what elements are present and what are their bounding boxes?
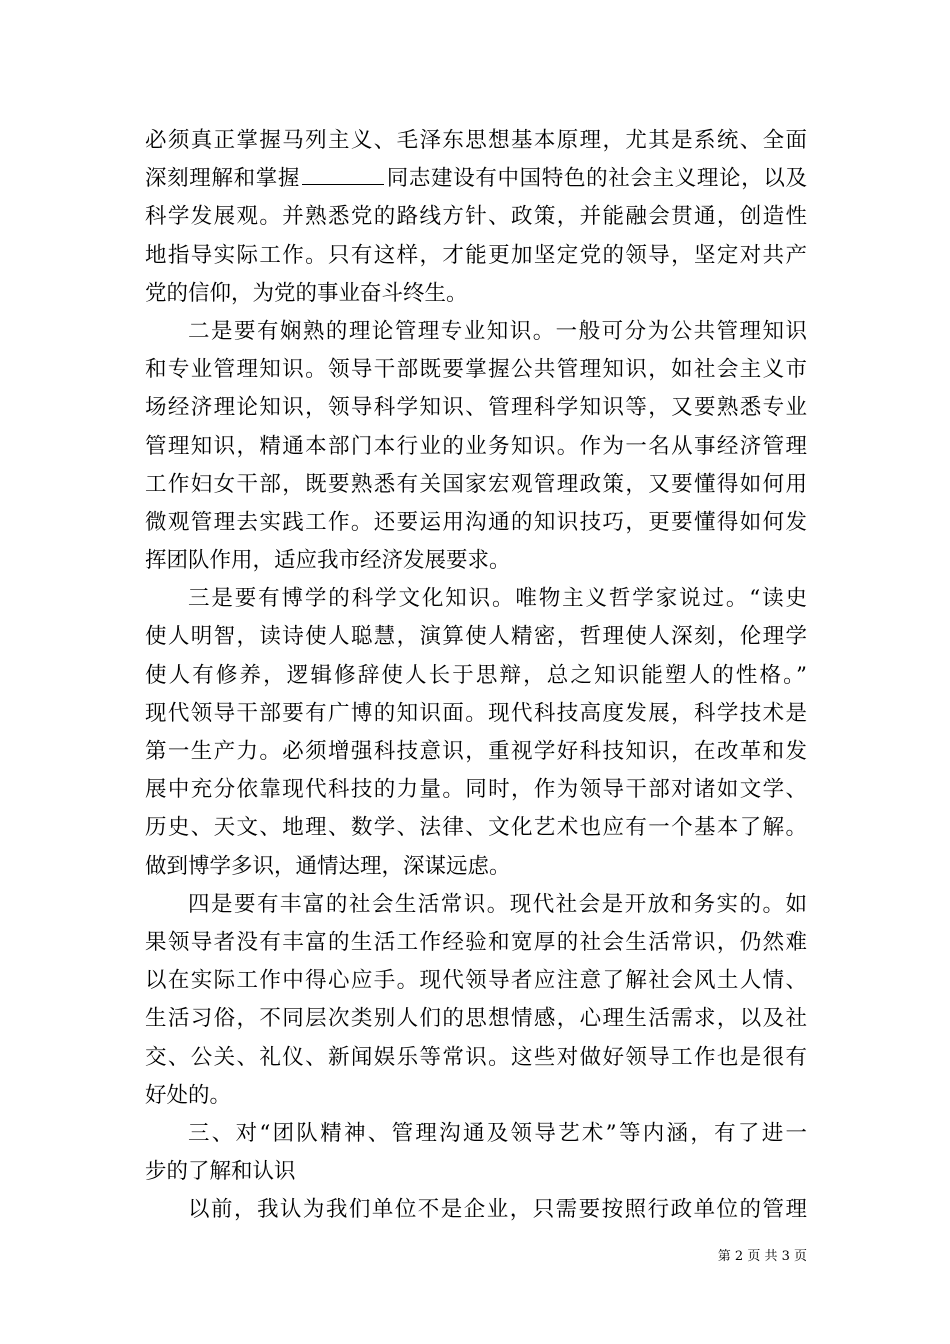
text-line: 以前，我认为我们单位不是企业，只需要按照行政单位的管理 — [188, 1197, 807, 1223]
text-line: 四是要有丰富的社会生活常识。现代社会是开放和务实的。如 — [188, 891, 807, 917]
text-line: 第一生产力。必须增强科技意识，重视学好科技知识，在改革和发 — [145, 739, 807, 764]
text-fragment: 深刻理解和掌握 — [145, 166, 301, 192]
text-line: 科学发展观。并熟悉党的路线方针、政策，并能融会贯通，创造性 — [145, 204, 807, 230]
text-line: 以在实际工作中得心应手。现代领导者应注意了解社会风土人情、 — [145, 968, 807, 994]
text-line: 历史、天文、地理、数学、法律、文化艺术也应有一个基本了解。 — [145, 815, 807, 841]
paragraph-4 — [145, 886, 807, 1115]
text-line: 党的信仰，为党的事业奋斗终生。 — [145, 280, 468, 306]
text-fragment: 同志建设有中国特色的社会主义理论，以及 — [386, 166, 807, 192]
paragraph-5-section-heading — [145, 1115, 807, 1191]
text-line: 地指导实际工作。只有这样，才能更加坚定党的领导，坚定对共产 — [145, 242, 807, 268]
text-line: 三是要有博学的科学文化知识。唯物主义哲学家说过。“读史 — [188, 586, 807, 612]
text-line: 交、公关、礼仪、新闻娱乐等常识。这些对做好领导工作也是很有 — [145, 1044, 807, 1070]
text-line: 生活习俗，不同层次类别人们的思想情感，心理生活需求，以及社 — [145, 1006, 807, 1032]
text-line: 场经济理论知识，领导科学知识、管理科学知识等，又要熟悉专业 — [145, 395, 807, 421]
text-line: 二是要有娴熟的理论管理专业知识。一般可分为公共管理知识 — [188, 318, 807, 344]
paragraph-3 — [145, 580, 807, 886]
paragraph-1 — [145, 122, 807, 313]
text-line: 管理知识，精通本部门本行业的业务知识。作为一名从事经济管理 — [145, 433, 807, 459]
paragraph-6 — [145, 1191, 807, 1229]
paragraph-2 — [145, 313, 807, 580]
text-line: 三、对“团队精神、管理沟通及领导艺术”等内涵，有了进一 — [188, 1120, 807, 1146]
text-line: 使人有修养，逻辑修辞使人长于思辩，总之知识能塑人的性格。” — [145, 662, 807, 688]
text-line: 果领导者没有丰富的生活工作经验和宽厚的社会生活常识，仍然难 — [145, 929, 807, 955]
text-line-with-blank — [145, 160, 807, 198]
document-body — [145, 122, 807, 1229]
text-line: 工作妇女干部，既要熟悉有关国家宏观管理政策，又要懂得如何用 — [145, 471, 807, 497]
text-line: 和专业管理知识。领导干部既要掌握公共管理知识，如社会主义市 — [145, 357, 807, 383]
text-line: 挥团队作用，适应我市经济发展要求。 — [145, 548, 511, 574]
text-line: 微观管理去实践工作。还要运用沟通的知识技巧，更要懂得如何发 — [145, 509, 807, 535]
text-line: 使人明智，读诗使人聪慧，演算使人精密，哲理使人深刻，伦理学 — [145, 624, 807, 650]
text-line: 必须真正掌握马列主义、毛泽东思想基本原理，尤其是系统、全面 — [145, 128, 807, 153]
text-line: 做到博学多识，通情达理，深谋远虑。 — [145, 853, 511, 879]
page-number-footer: 第 2 页 共 3 页 — [717, 1249, 807, 1264]
fill-in-blank — [302, 164, 384, 185]
text-line: 好处的。 — [145, 1082, 232, 1108]
text-line: 步的了解和认识 — [145, 1159, 296, 1185]
text-line: 展中充分依靠现代科技的力量。同时，作为领导干部对诸如文学、 — [145, 777, 807, 803]
text-line: 现代领导干部要有广博的知识面。现代科技高度发展，科学技术是 — [145, 700, 807, 726]
